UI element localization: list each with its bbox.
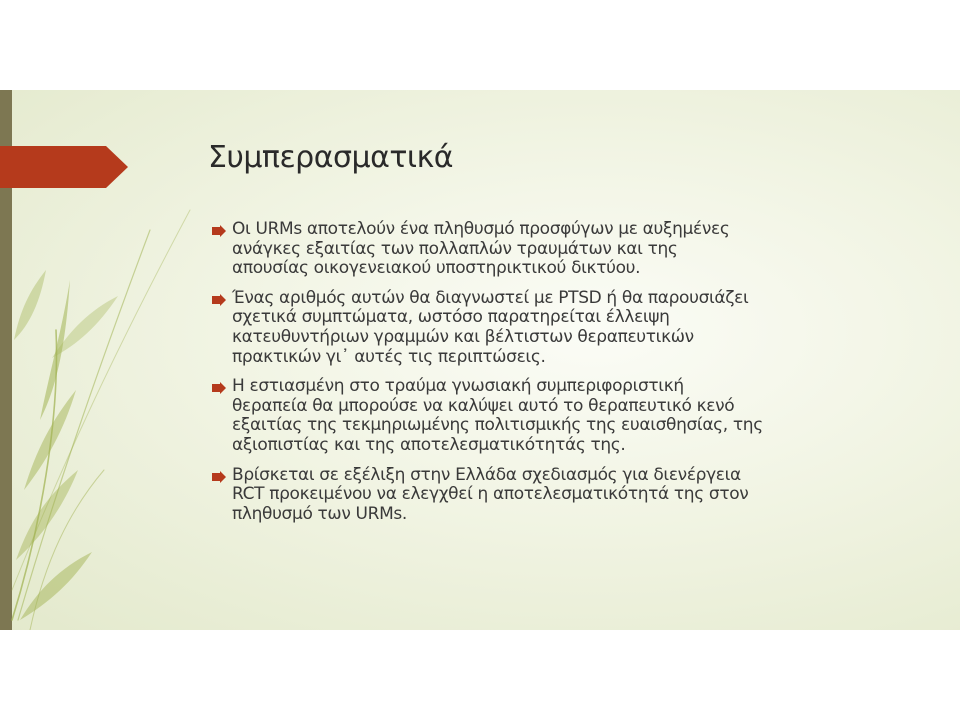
arrow-bullet-icon	[212, 294, 226, 306]
arrow-bullet-icon	[212, 471, 226, 483]
arrow-bullet-icon	[212, 382, 226, 394]
slide-title: Συμπερασματικά	[208, 140, 454, 175]
bullet-item	[212, 466, 912, 525]
arrow-bullet-icon	[212, 225, 226, 237]
bullet-text: Βρίσκεται σε εξέλιξη στην Ελλάδα σχεδιασμός για διενέργεια RCT προκειμένου να ελεγχθεί η αποτελεσματικότητά της στον πληθυσμό των URMs.	[232, 464, 749, 524]
bullet-list	[212, 220, 912, 534]
bullet-text: Οι URMs αποτελούν ένα πληθυσμό προσφύγων με αυξημένες ανάγκες εξαιτίας των πολλαπλών τραυμάτων και της απουσίας οικογενειακού υποστηρικτικού δικτύου.	[232, 219, 730, 279]
bullet-item	[212, 289, 912, 367]
bullet-text: Η εστιασμένη στο τραύμα γνωσιακή συμπεριφοριστική θεραπεία θα μπορούσε να καλύψει αυτό το θεραπευτικό κενό εξαιτίας της τεκμηριωμένης πολιτισμικής της ευαισθησίας, της αξιοπιστίας και της αποτελεσματικότητάς της.	[232, 376, 763, 455]
title-arrow-icon	[0, 146, 128, 188]
bullet-text: Ένας αριθμός αυτών θα διαγνωστεί με PTSD ή θα παρουσιάζει σχετικά συμπτώματα, ωστόσο παρατηρείται έλλειψη κατευθυντήριων γραμμών και βέλτιστων θεραπευτικών πρακτικών γι᾽ αυτές τις περιπτώσεις.	[232, 287, 749, 367]
bullet-item	[212, 377, 912, 455]
slide	[0, 90, 960, 630]
bullet-item	[212, 220, 912, 279]
